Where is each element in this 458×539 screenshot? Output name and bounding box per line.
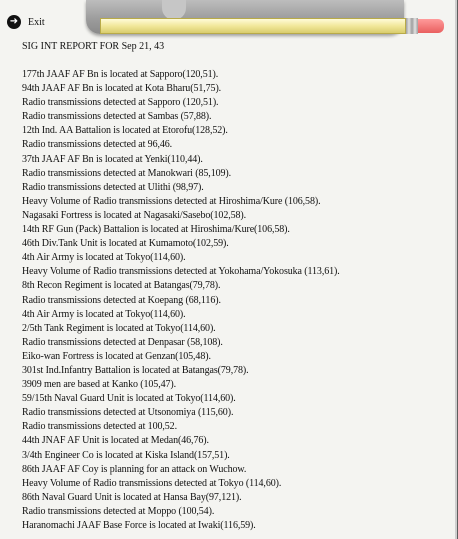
report-line: 86th JAAF AF Coy is planning for an attack on Wuchow. xyxy=(22,463,247,475)
report-line: Nagasaki Fortress is located at Nagasaki/Sasebo(102,58). xyxy=(22,209,247,221)
report-line: 177th JAAF AF Bn is located at Sapporo(120,51). xyxy=(22,69,219,80)
pencil-icon xyxy=(100,18,446,34)
report-line: 4th Air Army is located at Tokyo(114,60). xyxy=(22,252,186,264)
report-lines xyxy=(22,68,340,533)
report-line: Radio transmissions detected at Ulithi (98,97). xyxy=(22,181,204,193)
report-line: 94th JAAF AF Bn is located at Kota Bharu(51,75). xyxy=(22,83,222,95)
report-line: 12th Ind. AA Battalion is located at Etorofu(128,52). xyxy=(22,125,228,137)
report-line: Radio transmissions detected at Utsonomiya (115,60). xyxy=(22,407,234,419)
report-line: Haranomachi JAAF Base Force is located at Iwaki(116,59). xyxy=(22,520,256,531)
report-line: 14th RF Gun (Pack) Battalion is located at Hiroshima/Kure(106,58). xyxy=(22,224,290,236)
report-line: 4th Air Army is located at Tokyo(114,60). xyxy=(22,308,186,320)
report-line: Radio transmissions detected at Sambas (57,88). xyxy=(22,111,212,123)
report-line: 44th JNAF AF Unit is located at Medan(46,76). xyxy=(22,435,209,447)
report-line: Heavy Volume of Radio transmissions detected at Hiroshima/Kure (106,58). xyxy=(22,195,321,207)
report-line: Radio transmissions detected at Moppo (100,54). xyxy=(22,505,215,517)
clip-notch xyxy=(162,0,186,20)
report-line: 3909 men are based at Kanko (105,47). xyxy=(22,379,177,391)
report-line: 301st Ind.Infantry Battalion is located at Batangas(79,78). xyxy=(22,364,249,376)
report-line: 3/4th Engineer Co is located at Kiska Island(157,51). xyxy=(22,449,230,461)
report-line: Radio transmissions detected at Sapporo (120,51). xyxy=(22,97,219,109)
pencil-body xyxy=(100,18,406,34)
report-line: 46th Div.Tank Unit is located at Kumamoto(102,59). xyxy=(22,238,229,250)
report-line: Radio transmissions detected at Denpasar (58,108). xyxy=(22,336,223,348)
report-line: 59/15th Naval Guard Unit is located at Tokyo(114,60). xyxy=(22,393,236,405)
pencil-band xyxy=(406,18,418,34)
report-title: SIG INT REPORT FOR Sep 21, 43 xyxy=(22,41,165,52)
report-line: Radio transmissions detected at 96,46. xyxy=(22,139,173,151)
exit-button[interactable] xyxy=(7,14,45,30)
report-line: Heavy Volume of Radio transmissions detected at Yokohama/Yokosuka (113,61). xyxy=(22,266,340,278)
pencil-eraser xyxy=(418,19,444,33)
report-line: Eiko-wan Fortress is located at Genzan(105,48). xyxy=(22,350,211,362)
arrow-right-circle-icon[interactable]: ➜ xyxy=(7,15,21,29)
report-line: Heavy Volume of Radio transmissions detected at Tokyo (114,60). xyxy=(22,477,282,489)
exit-label[interactable]: Exit xyxy=(28,16,45,28)
report-line: 37th JAAF AF Bn is located at Yenki(110,44). xyxy=(22,153,203,165)
report-line: 2/5th Tank Regiment is located at Tokyo(114,60). xyxy=(22,322,216,334)
report-line: Radio transmissions detected at Koepang (68,116). xyxy=(22,294,221,306)
report-line: 8th Recon Regiment is located at Batangas(79,78). xyxy=(22,280,221,292)
report-line: 86th Naval Guard Unit is located at Hansa Bay(97,121). xyxy=(22,491,242,503)
report-line: Radio transmissions detected at 100,52. xyxy=(22,421,177,433)
report-line: Radio transmissions detected at Manokwari (85,109). xyxy=(22,167,232,179)
